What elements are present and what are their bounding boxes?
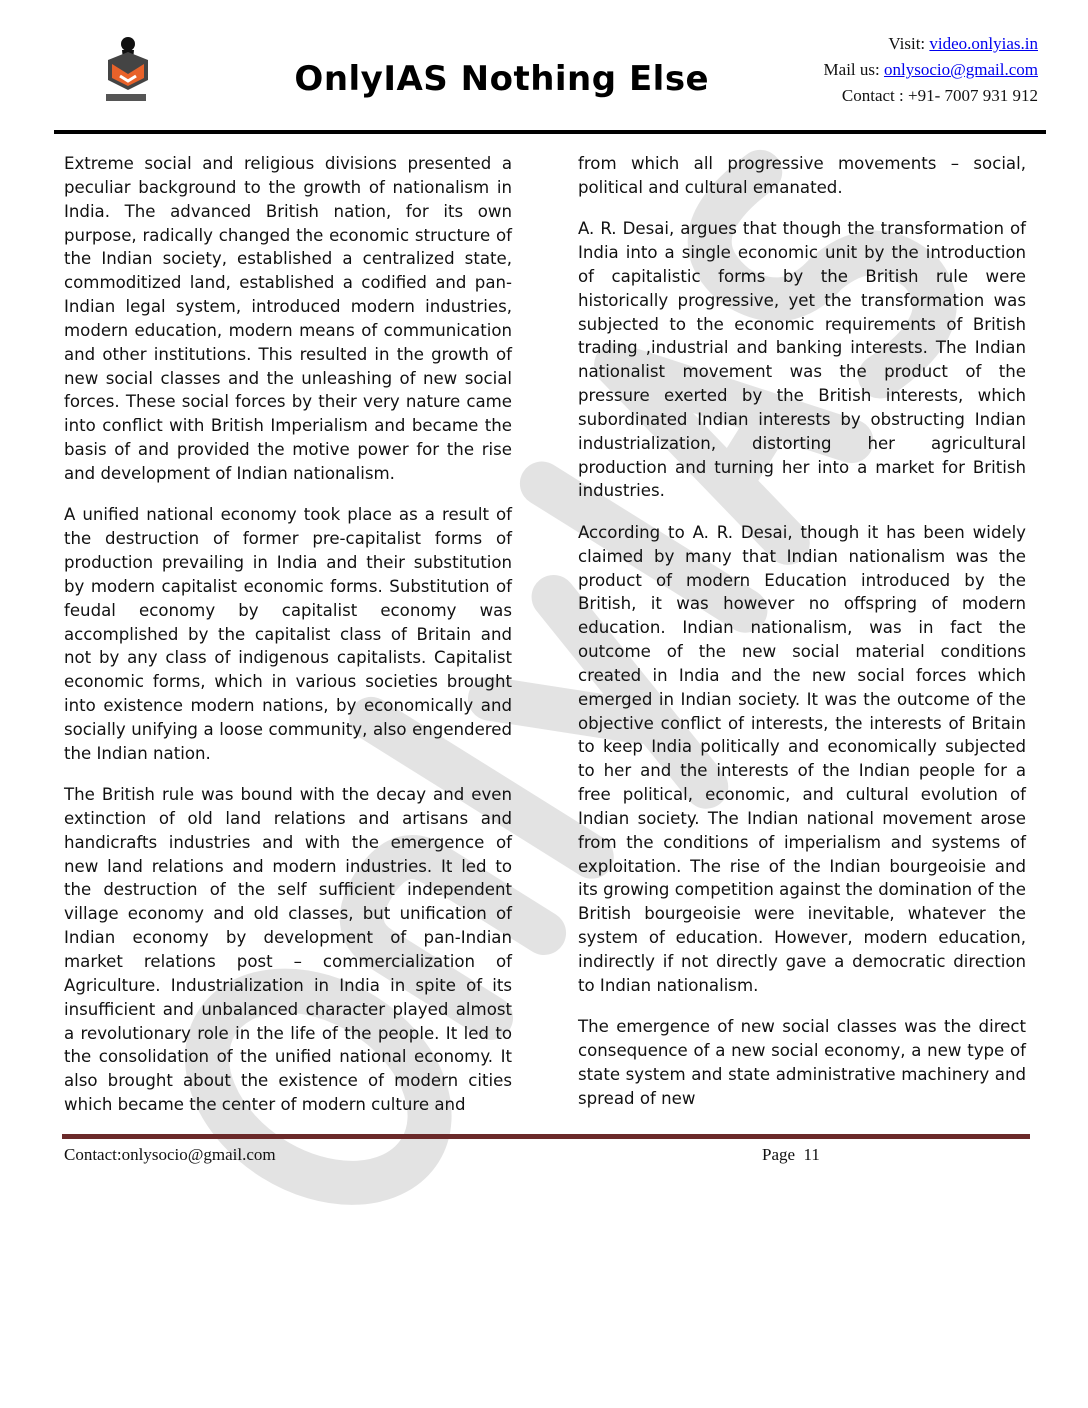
visit-link[interactable]: video.onlyias.in (929, 34, 1038, 53)
mail-link[interactable]: onlysocio@gmail.com (884, 60, 1038, 79)
logo (100, 34, 160, 106)
paragraph: A unified national economy took place as a result of the destruction of former pre-capitalist forms of production prevailing in India and their substitution by modern capitalist economic forms. Substitution of feudal economy by capitalist economy was accomplished by the capitalist class of Britain and not by any class of indigenous capitalists. Capitalist economic forms, which in various societies brought into existence modern nations, by economically and socially unifying a loose community, also engendered the Indian nation. (64, 505, 512, 763)
left-column (64, 152, 512, 1134)
paragraph: The British rule was bound with the decay and even extinction of old land relations and artisans and handicrafts industries and with the emergence of new land relations and modern industries. It led to the destruction of the self sufficient independent village economy and old classes, but unification of Indian economy by development of pan-Indian market relations post – commercialization of Agriculture. Industrialization in India in spite of its insufficient and unbalanced character played almost a revolutionary role in the life of the people. It led to the consolidation of the unified national economy. It also brought about the existence of modern cities which became the center of modern culture and (64, 785, 512, 1115)
paragraph: A. R. Desai, argues that though the transformation of India into a single economic unit by the introduction of capitalistic forms by the British rule were historically progressive, yet the transformation was subjected to the economic requirements of British trading ,industrial and banking interests. The Indian nationalist movement was the product of the pressure exerted by the British interests, which subordinated Indian interests by obstructing Indian industrialization, distorting her agricultural production and turning her into a market for British industries. (578, 219, 1026, 501)
visit-label: Visit: (888, 34, 930, 53)
body-columns (54, 134, 1046, 1134)
page-number: Page 11 (762, 1145, 820, 1165)
header-contact (824, 31, 1038, 109)
right-column (578, 152, 1026, 1134)
footer (54, 1139, 1046, 1165)
header (54, 14, 1046, 126)
contact-phone: Contact : +91- 7007 931 912 (841, 86, 1038, 105)
paragraph: Extreme social and religious divisions presented a peculiar background to the growth of nationalism in India. The advanced British nation, for its own purpose, radically changed the economic structure of the Indian society, established a centralized state, commoditized land, established a codified and pan-Indian legal system, introduced modern industries, modern education, modern means of communication and other institutions. This resulted in the growth of new social classes and the unleashing of new social forces. These social forces by their very nature came into conflict with British Imperialism and became the basis of and provided the motive power for the rise and development of Indian nationalism. (64, 154, 512, 483)
paragraph: According to A. R. Desai, though it has been widely claimed by many that Indian nationalism was the product of modern Education introduced by the British, it was however no offspring of modern education. Indian nationalism, was in fact the outcome of the new social material conditions created in India and the new social forces which emerged in Indian society. It was the outcome of the objective conflict of interests, the interests of Britain to keep India politically and economically subjected to her and the interests of the Indian people for a free political, economic, and cultural evolution of Indian society. The Indian national movement arose from the conditions of imperialism and systems of exploitation. The rise of the Indian bourgeoisie and its growing competition against the domination of the British bourgeoisie were inevitable, whatever the system of education. However, modern education, indirectly if not directly gave a democratic direction to Indian nationalism. (578, 522, 1026, 995)
paragraph: The emergence of new social classes was the direct consequence of a new social economy, a new type of state system and state administrative machinery and spread of new (578, 1017, 1026, 1108)
paragraph: from which all progressive movements – social, political and cultural emanated. (578, 154, 1026, 197)
footer-contact: Contact:onlysocio@gmail.com (64, 1145, 276, 1165)
mail-label: Mail us: (823, 60, 884, 79)
brand-title: OnlyIAS Nothing Else (294, 59, 710, 99)
